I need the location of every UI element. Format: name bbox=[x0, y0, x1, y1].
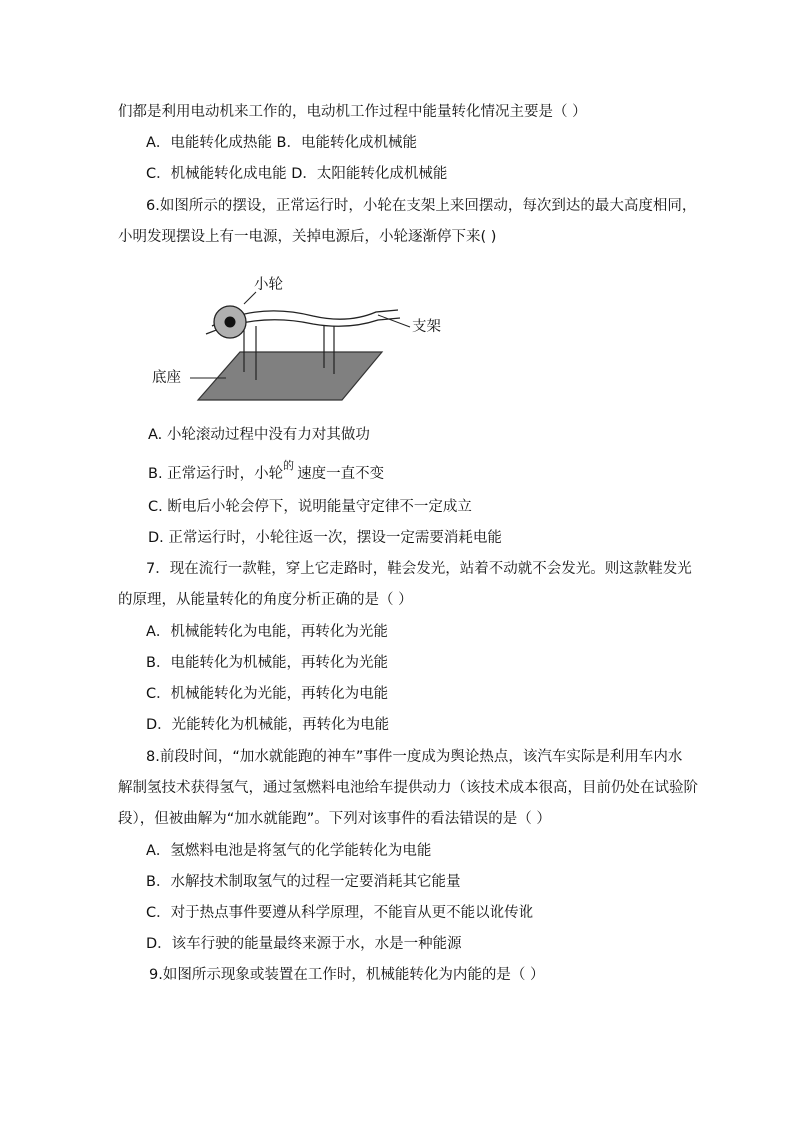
q6-option-b-part1: B. 正常运行时，小轮 bbox=[148, 466, 284, 482]
q8-stem-line2: 解制氢技术获得氢气，通过氢燃料电池给车提供动力（该技术成本很高，目前仍处在试验阶 bbox=[118, 780, 698, 796]
q6-stem-line2: 小明发现摆设上有一电源，关掉电源后，小轮逐渐停下来( ) bbox=[118, 229, 497, 245]
q7-option-d: D．光能转化为机械能，再转化为电能 bbox=[146, 717, 390, 733]
wheel-hub bbox=[225, 317, 236, 328]
q7-stem-line1: 7．现在流行一款鞋，穿上它走路时，鞋会发光，站着不动就不会发光。则这款鞋发光 bbox=[146, 561, 692, 577]
q8-option-d: D．该车行驶的能量最终来源于水，水是一种能源 bbox=[146, 936, 462, 952]
q5-stem-tail: 们都是利用电动机来工作的，电动机工作过程中能量转化情况主要是（ ） bbox=[118, 104, 587, 120]
q6-stem-line1: 6.如图所示的摆设，正常运行时，小轮在支架上来回摆动，每次到达的最大高度相同， bbox=[146, 198, 697, 214]
frame-leader-line bbox=[378, 315, 410, 327]
q6-option-b-sup: 的 bbox=[283, 459, 294, 472]
q6-option-b-part2: 速度一直不变 bbox=[297, 466, 385, 482]
q7-option-a: A．机械能转化为电能，再转化为光能 bbox=[146, 624, 388, 640]
q7-stem-line2: 的原理，从能量转化的角度分析正确的是（ ） bbox=[118, 592, 413, 608]
q6-option-c: C. 断电后小轮会停下，说明能量守定律不一定成立 bbox=[148, 499, 472, 515]
q8-option-c: C．对于热点事件要遵从科学原理，不能盲从更不能以讹传讹 bbox=[146, 905, 534, 921]
q6-option-b bbox=[148, 465, 384, 483]
q7-option-b: B．电能转化为机械能，再转化为光能 bbox=[146, 655, 388, 671]
label-wheel: 小轮 bbox=[254, 277, 283, 293]
q8-stem-line1: 8.前段时间，“加水就能跑的神车”事件一度成为舆论热点，该汽车实际是利用车内水 bbox=[146, 749, 683, 765]
q5-options-row1: A．电能转化成热能 B．电能转化成机械能 bbox=[146, 135, 417, 151]
q6-figure bbox=[148, 272, 448, 402]
q7-option-c: C．机械能转化为光能，再转化为电能 bbox=[146, 686, 389, 702]
q6-option-a: A. 小轮滚动过程中没有力对其做功 bbox=[148, 427, 370, 443]
q8-option-a: A．氢燃料电池是将氢气的化学能转化为电能 bbox=[146, 843, 432, 859]
q9-stem: 9.如图所示现象或装置在工作时，机械能转化为内能的是（ ） bbox=[149, 967, 545, 983]
base-plate bbox=[198, 352, 382, 400]
label-base: 底座 bbox=[152, 370, 181, 386]
q6-option-d: D. 正常运行时，小轮往返一次，摆设一定需要消耗电能 bbox=[148, 530, 502, 546]
label-frame: 支架 bbox=[412, 319, 441, 335]
q5-options-row2: C．机械能转化成电能 D．太阳能转化成机械能 bbox=[146, 166, 448, 182]
q8-option-b: B．水解技术制取氢气的过程一定要消耗其它能量 bbox=[146, 874, 461, 890]
q8-stem-line3: 段），但被曲解为“加水就能跑”。下列对该事件的看法错误的是（ ） bbox=[118, 811, 551, 827]
